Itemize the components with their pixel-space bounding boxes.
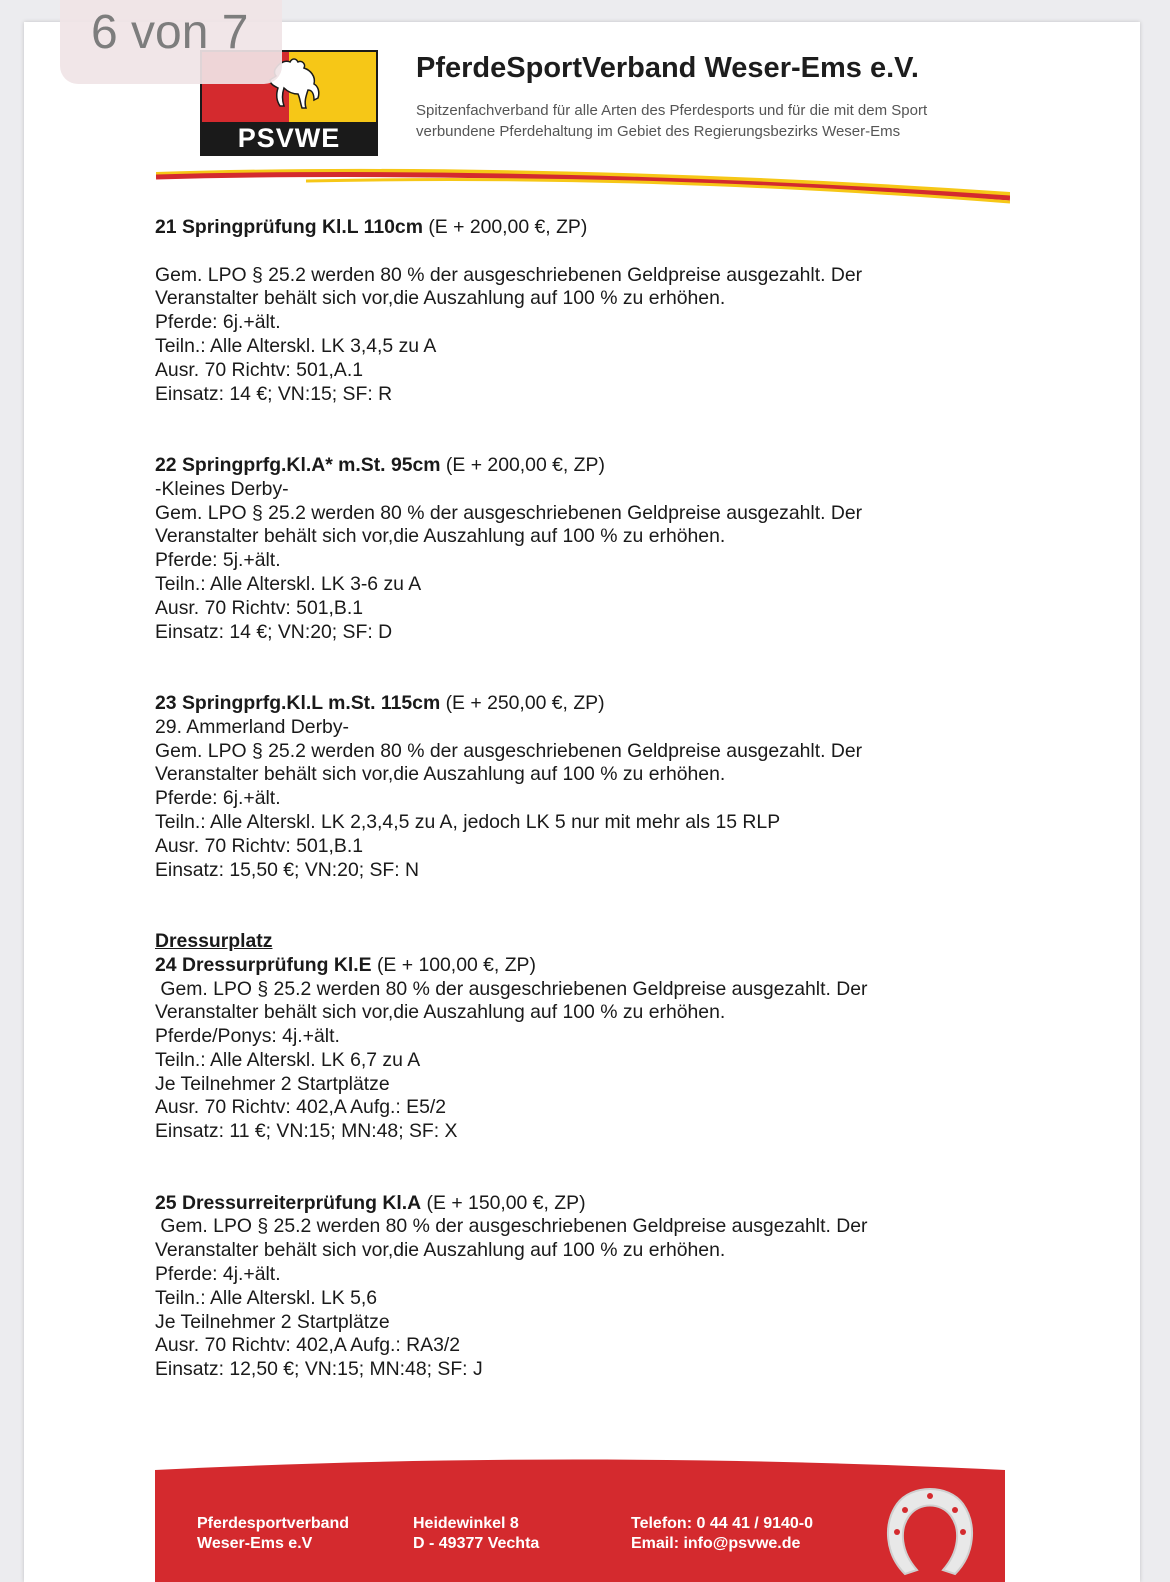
- payout-rule: Gem. LPO § 25.2 werden 80 % der ausgeschriebenen Geldpreise ausgezahlt. Der: [155, 501, 863, 524]
- payout-rule: Gem. LPO § 25.2 werden 80 % der ausgeschriebenen Geldpreise ausgezahlt. Der: [155, 1215, 868, 1238]
- horse-requirement: Pferde/Ponys: 4j.+ält.: [155, 1025, 340, 1048]
- horse-requirement: Pferde: 6j.+ält.: [155, 311, 281, 334]
- footer-address: Heidewinkel 8 D - 49377 Vechta: [413, 1515, 540, 1552]
- footer-banner: [155, 1458, 1005, 1582]
- horse-requirement: Pferde: 6j.+ält.: [155, 787, 281, 810]
- entry-fee: Einsatz: 14 €; VN:15; SF: R: [155, 382, 393, 405]
- competition-23: [155, 692, 1015, 882]
- participants: Teiln.: Alle Alterskl. LK 3,4,5 zu A: [155, 334, 437, 357]
- document-page: [24, 22, 1140, 1582]
- logo-brand-text: PSVWE: [202, 122, 376, 154]
- payout-rule: Veranstalter behält sich vor,die Auszahlung auf 100 % zu erhöhen.: [155, 287, 726, 310]
- org-subtitle-line: Spitzenfachverband für alle Arten des Pferdesports und für die mit dem Sport: [416, 102, 928, 119]
- start-places: Je Teilnehmer 2 Startplätze: [155, 1310, 390, 1333]
- competition-title: 22 Springprfg.Kl.A* m.St. 95cm (E + 200,00 €, ZP): [155, 453, 605, 476]
- competition-21: [155, 216, 1015, 406]
- horse-requirement: Pferde: 5j.+ält.: [155, 549, 281, 572]
- equipment: Ausr. 70 Richtv: 402,A Aufg.: E5/2: [155, 1096, 447, 1119]
- horse-requirement: Pferde: 4j.+ält.: [155, 1263, 281, 1286]
- footer-org: Pferdesportverband Weser-Ems e.V: [197, 1515, 350, 1552]
- competition-24: [155, 954, 1015, 1144]
- payout-rule: Veranstalter behält sich vor,die Auszahlung auf 100 % zu erhöhen.: [155, 1001, 726, 1024]
- participants: Teiln.: Alle Alterskl. LK 2,3,4,5 zu A, jedoch LK 5 nur mit mehr als 15 RLP: [155, 810, 781, 833]
- payout-rule: Veranstalter behält sich vor,die Auszahlung auf 100 % zu erhöhen.: [155, 1239, 726, 1262]
- competition-subtitle: 29. Ammerland Derby-: [155, 715, 349, 738]
- participants: Teiln.: Alle Alterskl. LK 3-6 zu A: [155, 572, 422, 595]
- org-subtitle: [416, 100, 956, 142]
- payout-rule: Gem. LPO § 25.2 werden 80 % der ausgeschriebenen Geldpreise ausgezahlt. Der: [155, 263, 863, 286]
- competition-title: 25 Dressurreiterprüfung Kl.A (E + 150,00 €, ZP): [155, 1191, 586, 1214]
- org-title: PferdeSportVerband Weser-Ems e.V.: [416, 52, 919, 84]
- payout-rule: Veranstalter behält sich vor,die Auszahlung auf 100 % zu erhöhen.: [155, 763, 726, 786]
- participants: Teiln.: Alle Alterskl. LK 5,6: [155, 1286, 378, 1309]
- org-subtitle-line: verbundene Pferdehaltung im Gebiet des Regierungsbezirks Weser-Ems: [416, 123, 901, 140]
- entry-fee: Einsatz: 14 €; VN:20; SF: D: [155, 620, 393, 643]
- competition-title: 24 Dressurprüfung Kl.E (E + 100,00 €, ZP): [155, 953, 536, 976]
- competition-title: 21 Springprüfung Kl.L 110cm (E + 200,00 €, ZP): [155, 216, 588, 238]
- equipment: Ausr. 70 Richtv: 501,A.1: [155, 358, 364, 381]
- competition-subtitle: -Kleines Derby-: [155, 477, 289, 500]
- equipment: Ausr. 70 Richtv: 501,B.1: [155, 596, 364, 619]
- header-swoosh-line: [156, 164, 1010, 206]
- equipment: Ausr. 70 Richtv: 501,B.1: [155, 834, 364, 857]
- horseshoe-icon: [875, 1474, 985, 1582]
- document-body: [155, 216, 1015, 1382]
- page-indicator: 6 von 7: [60, 0, 282, 84]
- entry-fee: Einsatz: 11 €; VN:15; MN:48; SF: X: [155, 1120, 458, 1143]
- entry-fee: Einsatz: 12,50 €; VN:15; MN:48; SF: J: [155, 1358, 483, 1381]
- entry-fee: Einsatz: 15,50 €; VN:20; SF: N: [155, 858, 420, 881]
- payout-rule: Gem. LPO § 25.2 werden 80 % der ausgeschriebenen Geldpreise ausgezahlt. Der: [155, 739, 863, 762]
- payout-rule: Veranstalter behält sich vor,die Auszahlung auf 100 % zu erhöhen.: [155, 525, 726, 548]
- payout-rule: Gem. LPO § 25.2 werden 80 % der ausgeschriebenen Geldpreise ausgezahlt. Der: [155, 977, 868, 1000]
- competition-25: [155, 1192, 1015, 1382]
- equipment: Ausr. 70 Richtv: 402,A Aufg.: RA3/2: [155, 1334, 461, 1357]
- start-places: Je Teilnehmer 2 Startplätze: [155, 1072, 390, 1095]
- competition-22: [155, 454, 1015, 644]
- competition-title: 23 Springprfg.Kl.L m.St. 115cm (E + 250,00 €, ZP): [155, 691, 605, 714]
- section-heading: Dressurplatz: [155, 929, 273, 952]
- footer-contact: Telefon: 0 44 41 / 9140-0 Email: info@psvwe.de: [631, 1515, 814, 1552]
- participants: Teiln.: Alle Alterskl. LK 6,7 zu A: [155, 1048, 421, 1071]
